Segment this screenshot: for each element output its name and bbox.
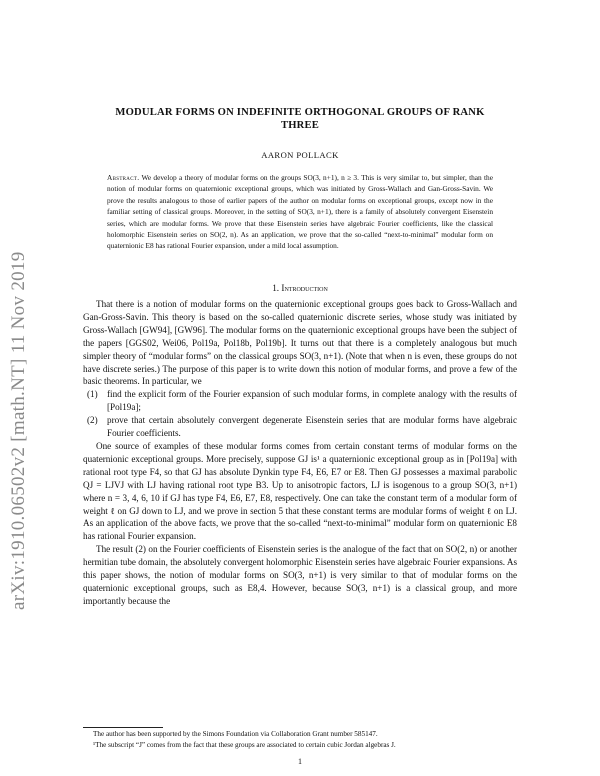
body-text	[83, 298, 517, 608]
paragraph-examples: One source of examples of these modular forms comes from certain constant terms of modular forms on the quaternionic exceptional groups. More precisely, suppose GJ is¹ a quaternionic exceptional group as in [Pol19a] with rational root type F4, so that GJ has absolute Dynkin type F4, E6, E7 or E8. Then GJ possesses a maximal parabolic QJ = LJVJ with LJ having rational root type B3. Up to anisotropic factors, LJ is isogenous to a group SO(3, n+1) where n = 3, 4, 6, 10 if GJ has type F4, E6, E7, E8, respectively. One can take the constant term of a modular form of weight ℓ on GJ down to LJ, and we prove in section 5 that these constant terms are modular forms of weight ℓ on LJ. As an application of the above facts, we prove that the so-called “next-to-minimal” modular form on quaternionic E8 has rational Fourier expansion.	[83, 440, 517, 542]
footnote-1: ¹The subscript “J” comes from the fact that these groups are associated to certain cubic Jordan algebras J.	[93, 740, 396, 749]
list-item	[83, 414, 517, 440]
list-item-text: prove that certain absolutely convergent degenerate Eisenstein series that are modular forms have algebraic Fourier coefficients.	[107, 415, 517, 439]
arxiv-stamp: arXiv:1910.06502v2 [math.NT] 11 Nov 2019	[8, 251, 29, 610]
author-name: AARON POLLACK	[261, 150, 339, 160]
contribution-list	[83, 388, 517, 440]
abstract-label: Abstract.	[107, 173, 140, 182]
footnote-funding: The author has been supported by the Simons Foundation via Collaboration Grant number 585147.	[93, 730, 378, 738]
list-item-number: (1)	[87, 389, 98, 400]
page-number: 1	[298, 757, 302, 766]
footnote-rule	[83, 727, 163, 728]
paragraph-result: The result (2) on the Fourier coefficients of Eisenstein series is the analogue of the fact that on SO(2, n) or another hermitian tube domain, the absolutely convergent holomorphic Eisenstein series have algebraic Fourier expansions. As this paper shows, the notion of modular forms on SO(3, n+1) is very similar to that of modular forms on the quaternionic exceptional groups, such as E8,4. However, because SO(3, n+1) is a classical group, and more importantly because the	[83, 544, 517, 606]
section-heading: 1. Introduction	[272, 283, 328, 293]
paragraph-intro: That there is a notion of modular forms on the quaternionic exceptional groups goes back to Gross-Wallach and Gan-Gross-Savin. This theory is based on the so-called quaternionic discrete series, whose study was initiated by Gross-Wallach [GW94], [GW96]. The modular forms on the quaternionic exceptional groups have been the subject of the papers [GGS02, Wei06, Pol19a, Pol18b, Pol19b]. It turns out that there is a completely analogous but much simpler theory of “modular forms” on the classical groups SO(3, n+1). (Note that when n is even, these groups do not have discrete series.) The purpose of this paper is to write down this notion of modular forms, and prove a few of the basic theorems. In particular, we	[83, 299, 517, 387]
list-item	[83, 388, 517, 414]
title-line-1: MODULAR FORMS ON INDEFINITE ORTHOGONAL GROUPS OF RANK	[115, 107, 485, 118]
title-line-2: THREE	[280, 120, 320, 131]
list-item-text: find the explicit form of the Fourier expansion of such modular forms, in complete analogy with the results of [Pol19a];	[107, 389, 517, 413]
abstract	[107, 172, 493, 252]
footnotes	[83, 729, 517, 750]
paper-title	[70, 106, 530, 132]
list-item-number: (2)	[87, 415, 98, 426]
abstract-text: We develop a theory of modular forms on the groups SO(3, n+1), n ≥ 3. This is very similar to, but simpler, than the notion of modular forms on quaternionic exceptional groups, which was initiated by Gross-Wallach and Gan-Gross-Savin. We prove the results analogous to those of earlier papers of the author on modular forms on exceptional groups, except now in the familiar setting of classical groups. Moreover, in the setting of SO(3, n+1), there is a family of absolutely convergent Eisenstein series, which are modular forms. We prove that these Eisenstein series have algebraic Fourier coefficients, like the classical holomorphic Eisenstein series on SO(2, n). As an application, we prove that the so-called “next-to-minimal” modular form on quaternionic E8 has rational Fourier expansion, under a mild local assumption.	[107, 173, 493, 251]
